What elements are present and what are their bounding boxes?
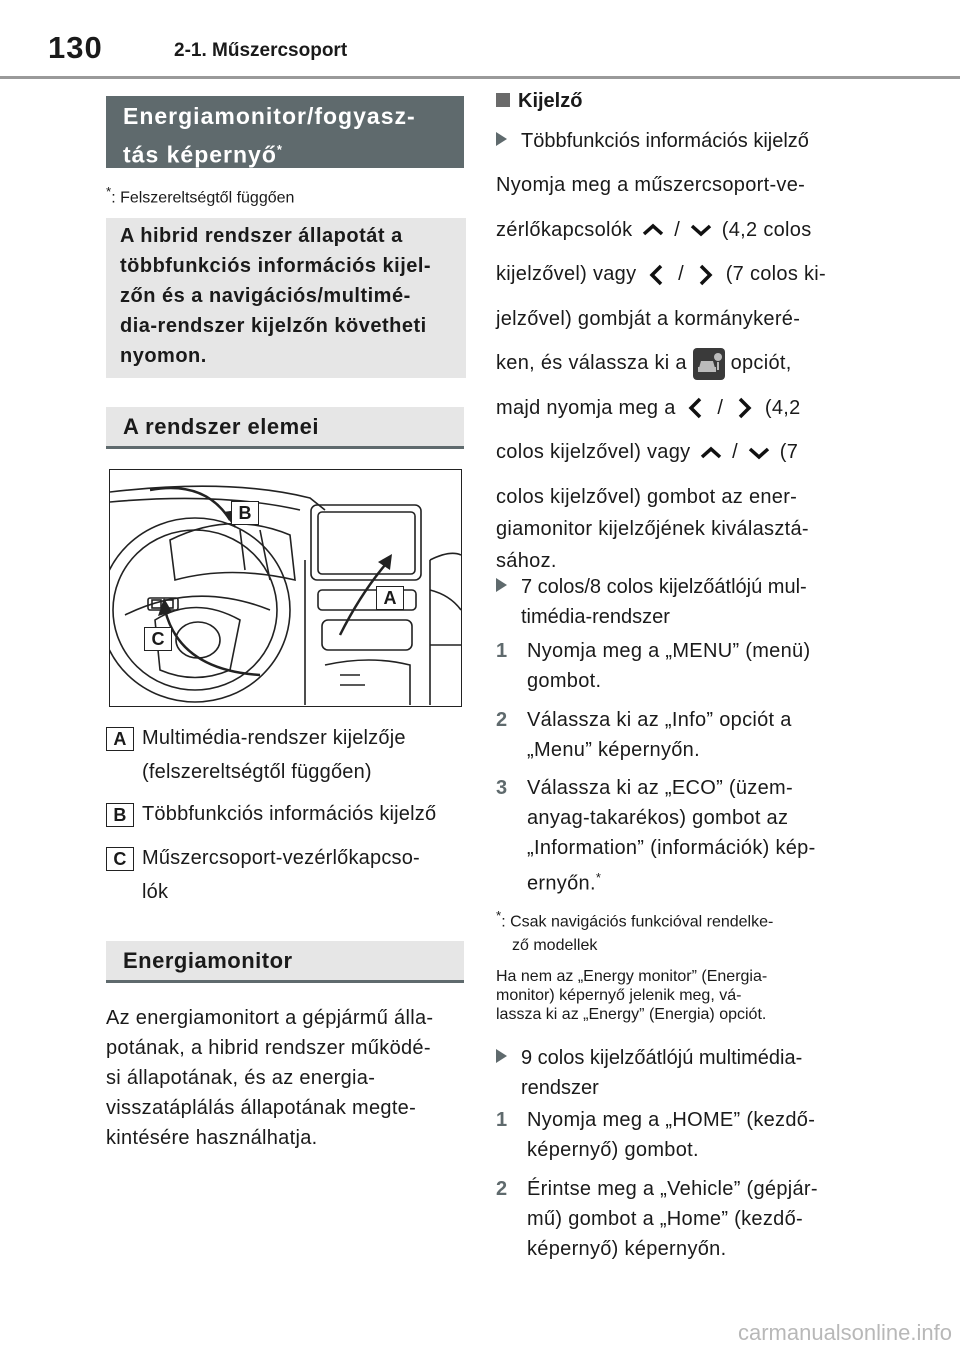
triangle-bullet-icon <box>496 578 507 592</box>
legend-b: B Többfunkciós információs kijelző <box>106 797 464 831</box>
chevron-down-icon <box>744 443 774 463</box>
triangle-bullet-icon <box>496 1049 507 1063</box>
legend-key-a: A <box>106 727 134 751</box>
step-78-3: 3 Válassza ki az „ECO” (üzem- anyag-takarékos) gombot az „Information” (információk) kép- ernyőn.* <box>496 777 816 895</box>
triangle-bullet-icon <box>496 132 507 146</box>
equipment-footnote: *: Felszereltségtől függően <box>106 184 295 207</box>
header-divider <box>0 76 960 79</box>
energy-monitor-text: Az energiamonitort a gépjármű álla- potának, a hibrid rendszer működé- si állapotának, és az energia- visszatáplálás állapotának megte- kintésére használhatja. <box>106 1007 434 1149</box>
chevron-right-icon <box>729 395 759 421</box>
components-heading: A rendszer elemei <box>106 407 464 449</box>
legend-c: C Műszercsoport-vezérlőkapcso- lók <box>106 841 464 909</box>
page-number: 130 <box>48 30 103 65</box>
figure-label-a: A <box>376 586 404 610</box>
step-78-2: 2 Válassza ki az „Info” opciót a „Menu” képernyőn. <box>496 709 792 761</box>
chevron-left-icon <box>681 395 711 421</box>
chevron-down-icon <box>686 220 716 240</box>
chevron-right-icon <box>690 262 720 288</box>
section-title: 2-1. Műszercsoport <box>174 40 348 61</box>
energy-monitor-heading: Energiamonitor <box>106 941 464 983</box>
legend-a: A Multimédia-rendszer kijelzője (felszereltségtől függően) <box>106 721 464 789</box>
energy-monitor-screen-heading: Energiamonitor/fogyasz- tás képernyő* <box>106 96 464 168</box>
dashboard-figure <box>109 469 462 707</box>
step-9-2: 2 Érintse meg a „Vehicle” (gépjár- mű) gombot a „Home” (kezdő- képernyő) képernyőn. <box>496 1178 818 1260</box>
dashboard-illustration <box>110 470 461 706</box>
vehicle-info-icon <box>693 348 725 380</box>
chevron-up-icon <box>638 220 668 240</box>
step-9-1: 1 Nyomja meg a „HOME” (kezdő- képernyő) gombot. <box>496 1109 816 1161</box>
display-heading: Kijelző <box>496 90 582 113</box>
sys9-heading: 9 colos kijelzőátlójú multimédia- rendszer <box>496 1043 802 1103</box>
legend-key-c: C <box>106 847 134 871</box>
energy-screen-note: Ha nem az „Energy monitor” (Energia- monitor) képernyő jelenik meg, vá- lassza ki az „Energy” (Energia) opciót. <box>496 968 768 1023</box>
display-instructions: Nyomja meg a műszercsoport-ve- zérlőkapcsolók / (4,2 colos kijelzővel) vagy / (7 colos ki- jelzővel) gombját a kormánykeré- ken, és válassza ki a opciót, majd nyomja meg a / (4,2 colos kijelzővel) vagy / (7 colos kijelzővel) gombot az ener- giamonitor kijelzőjének kiválasztá- sához. <box>496 174 826 572</box>
watermark: carmanualsonline.info <box>737 1320 952 1345</box>
sys78-heading: 7 colos/8 colos kijelzőátlójú mul- timédia-rendszer <box>496 572 807 632</box>
square-bullet-icon <box>496 93 510 107</box>
chevron-left-icon <box>642 262 672 288</box>
step-78-1: 1 Nyomja meg a „MENU” (menü) gombot. <box>496 640 811 692</box>
chevron-up-icon <box>696 443 726 463</box>
legend-key-b: B <box>106 803 134 827</box>
multi-info-heading: Többfunkciós információs kijelző <box>496 130 809 153</box>
figure-label-b: B <box>231 501 259 525</box>
figure-label-c: C <box>144 627 172 651</box>
nav-footnote: *: Csak navigációs funkcióval rendelke- ző modellek <box>496 908 774 955</box>
intro-box: A hibrid rendszer állapotát a többfunkciós információs kijel- zőn és a navigációs/multimé- dia-rendszer kijelzőn követheti nyomon. <box>106 218 466 378</box>
